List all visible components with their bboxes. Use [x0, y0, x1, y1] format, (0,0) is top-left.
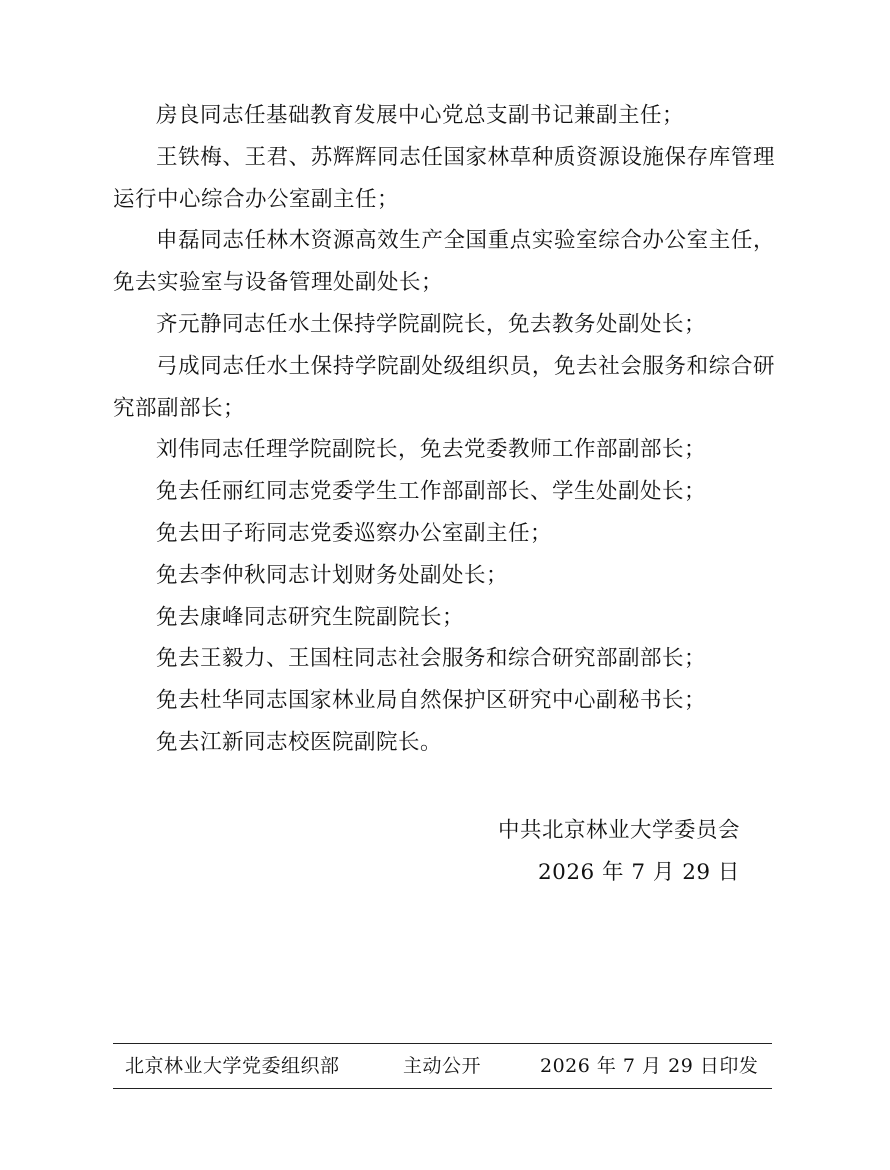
paragraph-5: 弓成同志任水土保持学院副处级组织员，免去社会服务和综合研究部副部长；	[113, 353, 775, 421]
signature-date: 2026 年 7 月 29 日	[538, 860, 740, 885]
document-body	[113, 95, 775, 764]
paragraph-12: 免去杜华同志国家林业局自然保护区研究中心副秘书长；	[156, 688, 707, 714]
paragraph-3: 申磊同志任林木资源高效生产全国重点实验室综合办公室主任，免去实验室与设备管理处副处长；	[113, 228, 775, 296]
paragraph-6: 刘伟同志任理学院副院长，免去党委教师工作部副部长；	[156, 437, 707, 463]
paragraph-7: 免去任丽红同志党委学生工作部副部长、学生处副处长；	[156, 479, 707, 505]
signature-organization: 中共北京林业大学委员会	[498, 818, 741, 843]
footer-disclosure: 主动公开	[403, 1055, 482, 1077]
footer-print-date: 2026 年 7 月 29 日印发	[540, 1055, 759, 1077]
paragraph-2: 王铁梅、王君、苏辉辉同志任国家林草种质资源设施保存库管理运行中心综合办公室副主任；	[113, 144, 775, 212]
paragraph-13: 免去江新同志校医院副院长。	[156, 729, 443, 755]
paragraph-10: 免去康峰同志研究生院副院长；	[156, 604, 465, 630]
paragraph-11: 免去王毅力、王国柱同志社会服务和综合研究部副部长；	[156, 646, 707, 672]
footer-department: 北京林业大学党委组织部	[125, 1055, 340, 1077]
paragraph-1: 房良同志任基础教育发展中心党总支副书记兼副主任；	[156, 103, 685, 128]
print-footer	[113, 1043, 772, 1089]
paragraph-4: 齐元静同志任水土保持学院副院长，免去教务处副处长；	[156, 311, 707, 337]
paragraph-8: 免去田子珩同志党委巡察办公室副主任；	[156, 520, 553, 546]
paragraph-9: 免去李仲秋同志计划财务处副处长；	[156, 562, 509, 588]
